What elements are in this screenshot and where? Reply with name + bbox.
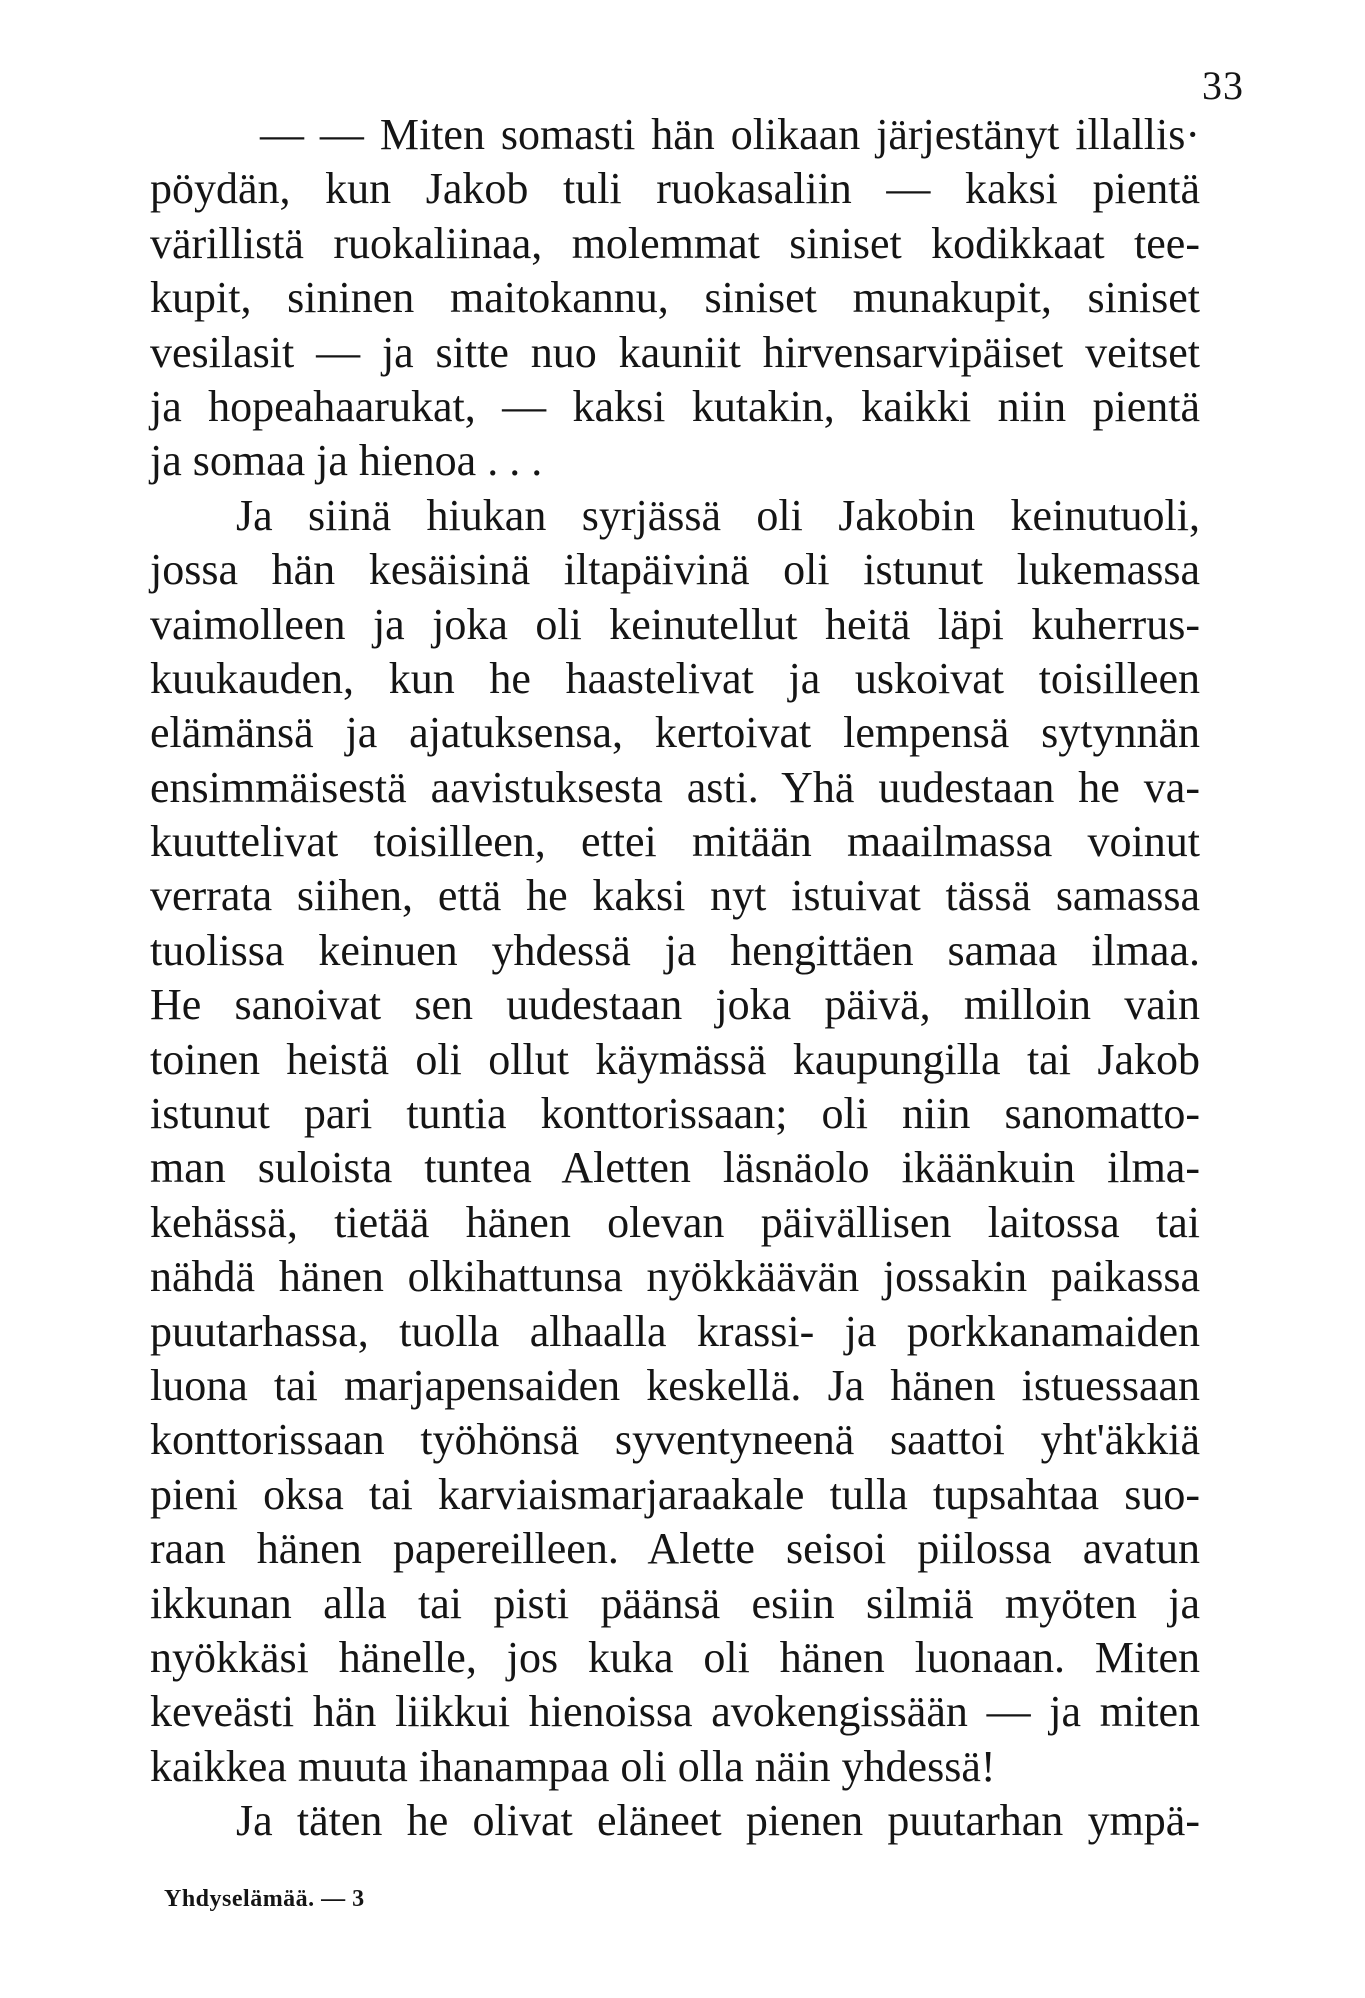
text-line: vesilasit — ja sitte nuo kauniit hirvensarvipäiset veitset [150, 327, 1200, 377]
text-line: nähdä hänen olkihattunsa nyökkäävän jossakin paikassa [150, 1252, 1200, 1302]
text-line: vaimolleen ja joka oli keinutellut heitä läpi kuherrus- [150, 599, 1200, 649]
page-number: 33 [1202, 63, 1244, 108]
text-line: puutarhassa, tuolla alhaalla krassi- ja porkkanamaiden [150, 1306, 1200, 1356]
body-text [150, 108, 1200, 1849]
text-line: ensimmäisestä aavistuksesta asti. Yhä uudestaan he va- [150, 762, 1200, 812]
text-line: istunut pari tuntia konttorissaan; oli niin sanomatto- [150, 1089, 1200, 1139]
text-line: luona tai marjapensaiden keskellä. Ja hänen istuessaan [150, 1360, 1200, 1410]
text-line: toinen heistä oli ollut käymässä kaupungilla tai Jakob [150, 1034, 1200, 1084]
text-line: tuolissa keinuen yhdessä ja hengittäen samaa ilmaa. [150, 925, 1200, 975]
text-line: pieni oksa tai karviaismarjaraakale tulla tupsahtaa suo- [150, 1469, 1200, 1519]
text-line: ja hopeahaarukat, — kaksi kutakin, kaikki niin pientä [150, 381, 1200, 431]
text-line: keveästi hän liikkui hienoissa avokengissään — ja miten [150, 1687, 1200, 1737]
text-line: kuuttelivat toisilleen, ettei mitään maailmassa voinut [150, 817, 1200, 867]
text-line: värillistä ruokaliinaa, molemmat siniset kodikkaat tee- [150, 218, 1200, 268]
text-line: raan hänen papereilleen. Alette seisoi piilossa avatun [150, 1524, 1200, 1574]
text-line: man suloista tuntea Aletten läsnäolo ikäänkuin ilma- [150, 1143, 1200, 1193]
text-line: ikkunan alla tai pisti päänsä esiin silmiä myöten ja [150, 1578, 1200, 1628]
signature-mark: Yhdyselämää. — 3 [164, 1886, 365, 1912]
text-line: He sanoivat sen uudestaan joka päivä, milloin vain [150, 980, 1200, 1030]
text-line: ja somaa ja hienoa . . . [150, 436, 543, 486]
text-line: — — Miten somasti hän olikaan järjestänyt illallis· [260, 110, 1200, 159]
text-line: kehässä, tietää hänen olevan päivällisen laitossa tai [150, 1197, 1200, 1247]
text-line: jossa hän kesäisinä iltapäivinä oli istunut lukemassa [150, 545, 1200, 595]
text-line: kaikkea muuta ihanampaa oli olla näin yhdessä! [150, 1741, 996, 1791]
text-line: nyökkäsi hänelle, jos kuka oli hänen luonaan. Miten [150, 1632, 1200, 1682]
text-line: konttorissaan työhönsä syventyneenä saattoi yht'äkkiä [150, 1415, 1200, 1465]
text-line: verrata siihen, että he kaksi nyt istuivat tässä samassa [150, 871, 1200, 921]
text-line: kuukauden, kun he haastelivat ja uskoivat toisilleen [150, 653, 1200, 703]
text-line: pöydän, kun Jakob tuli ruokasaliin — kaksi pientä [150, 164, 1200, 214]
text-line: Ja siinä hiukan syrjässä oli Jakobin keinutuoli, [236, 490, 1200, 540]
text-line: Ja täten he olivat eläneet pienen puutarhan ympä- [236, 1796, 1200, 1846]
text-line: kupit, sininen maitokannu, siniset munakupit, siniset [150, 273, 1200, 323]
text-line: elämänsä ja ajatuksensa, kertoivat lempensä sytynnän [150, 708, 1200, 758]
